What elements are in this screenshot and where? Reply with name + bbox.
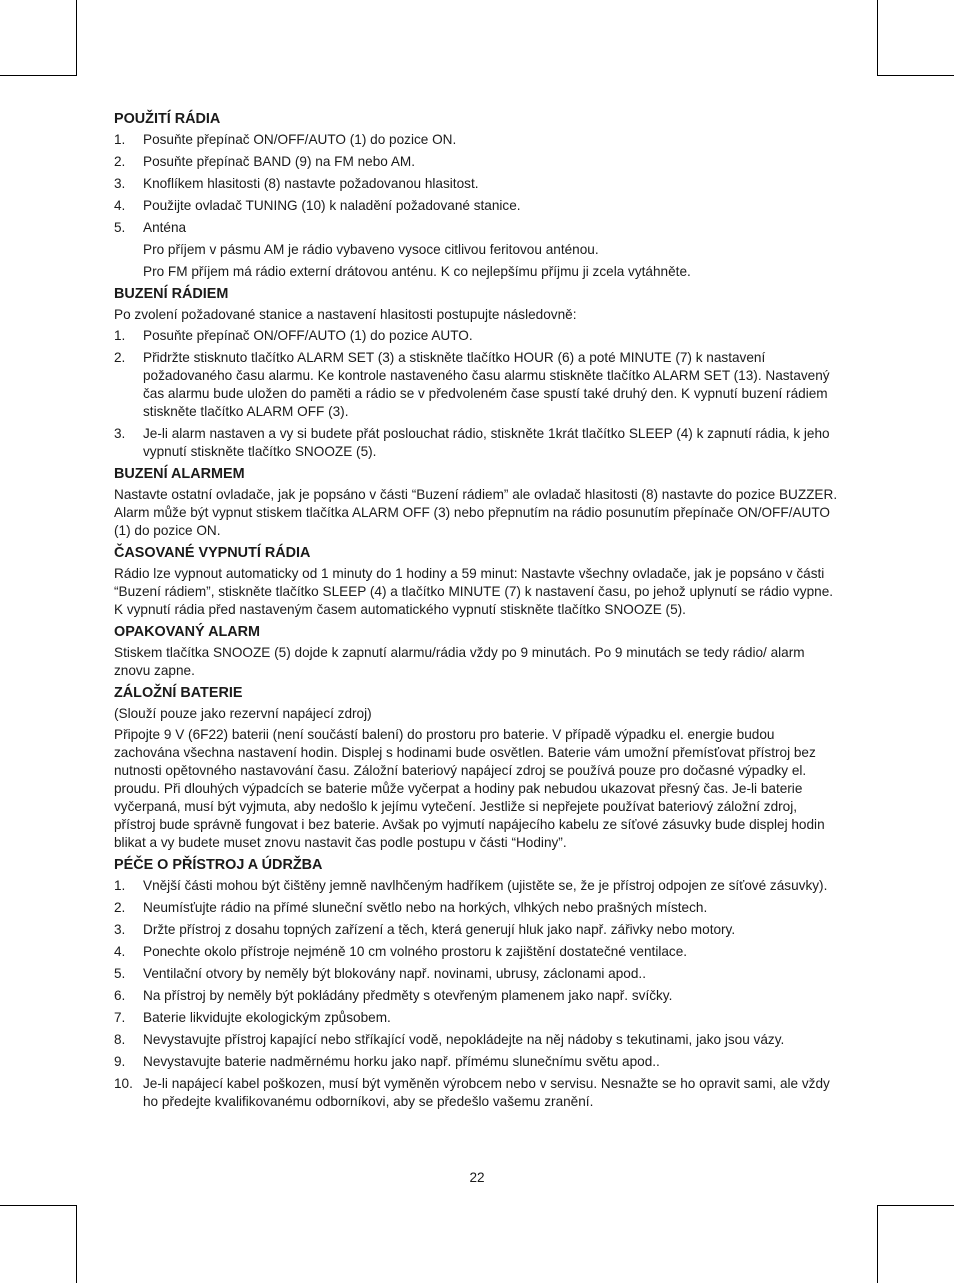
section-intro: Po zvolení požadované stanice a nastavení hlasitosti postupujte následovně:	[114, 307, 577, 322]
crop-mark	[76, 1205, 77, 1283]
item-number: 9.	[114, 1054, 126, 1069]
section-heading: ZÁLOŽNÍ BATERIE	[114, 685, 243, 701]
list-item	[114, 153, 838, 171]
list-item	[114, 943, 838, 961]
item-text: Anténa	[143, 220, 187, 235]
section-heading: BUZENÍ ALARMEM	[114, 466, 245, 482]
list-item	[114, 921, 838, 939]
crop-mark	[0, 75, 77, 76]
list-item	[114, 899, 838, 917]
item-text: Je-li alarm nastaven a vy si budete přát poslouchat rádio, stiskněte 1krát tlačítko SLEEP (4) k zapnutí rádia, k jeho vypnutí stiskněte tlačítko SNOOZE (5).	[143, 426, 830, 459]
list-item	[114, 877, 838, 895]
item-text: Neumísťujte rádio na přímé sluneční světlo nebo na horkých, vlhkých nebo prašných místech.	[143, 900, 708, 915]
crop-mark	[877, 75, 954, 76]
item-text: Použijte ovladač TUNING (10) k naladění požadované stanice.	[143, 198, 521, 213]
item-number: 3.	[114, 176, 126, 191]
page-number: 22	[469, 1170, 485, 1185]
item-text: Držte přístroj z dosahu topných zařízení a těch, která generují hluk jako např. zářivky nebo motory.	[143, 922, 736, 937]
item-text: Vnější části mohou být čištěny jemně navlhčeným hadříkem (ujistěte se, že je přístroj odpojen ze síťové zásuvky).	[143, 878, 828, 893]
section-radio-alarm	[114, 285, 838, 461]
item-text: Přidržte stisknuto tlačítko ALARM SET (3) a stiskněte tlačítko HOUR (6) a poté MINUTE (7) k nastavení požadovaného času alarmu. Ke kontrole nastaveného času alarmu stiskněte tlačítko ALARM SET (13). Nastavený čas alarmu bude uložen do paměti a rádio se v předvoleném čase spustí také druhý den. K vypnutí buzení rádiem stiskněte tlačítko ALARM OFF (3).	[143, 350, 830, 419]
item-number: 6.	[114, 988, 126, 1003]
item-number: 2.	[114, 900, 126, 915]
list-item	[114, 349, 838, 421]
list-item	[114, 175, 838, 193]
section-heading: POUŽITÍ RÁDIA	[114, 111, 221, 127]
list-item	[114, 219, 838, 237]
item-number: 1.	[114, 878, 126, 893]
item-text: Na přístroj by neměly být pokládány předměty s otevřeným plamenem jako např. svíčky.	[143, 988, 673, 1003]
item-text: Je-li napájecí kabel poškozen, musí být vyměněn výrobcem nebo v servisu. Nesnažte se ho opravit sami, ale vždy ho předejte kvalifikovanému odborníkovi, aby se předešlo vašemu zranění.	[143, 1076, 830, 1109]
item-text: Nevystavujte přístroj kapající nebo stříkající vodě, nepokládejte na něj nádoby s tekutinami, jako jsou vázy.	[143, 1032, 785, 1047]
section-heading: ČASOVANÉ VYPNUTÍ RÁDIA	[114, 545, 311, 561]
crop-mark	[877, 1205, 878, 1283]
section-paragraph: Stiskem tlačítka SNOOZE (5) dojde k zapnutí alarmu/rádia vždy po 9 minutách. Po 9 minutách se tedy rádio/ alarm znovu zapne.	[114, 645, 805, 678]
list-item	[114, 1053, 838, 1071]
item-text: Posuňte přepínač BAND (9) na FM nebo AM.	[143, 154, 416, 169]
section-care-maintenance	[114, 856, 838, 1111]
section-paragraph: Rádio lze vypnout automaticky od 1 minuty do 1 hodiny a 59 minut: Nastavte všechny ovladače, jak je popsáno v části “Buzení rádiem”, stiskněte tlačítko SLEEP (4) a tlačítko MINUTE (7) k nastavení času, po jehož uplynutí se rádio vypne. K vypnutí rádia před nastaveným časem automatického vypnutí stiskněte tlačítko SNOOZE (5).	[114, 566, 834, 617]
item-text: Posuňte přepínač ON/OFF/AUTO (1) do pozice AUTO.	[143, 328, 473, 343]
list-item	[114, 197, 838, 215]
section-sleep-timer	[114, 544, 838, 619]
item-text: Ponechte okolo přístroje nejméně 10 cm volného prostoru k zajištění dostatečné ventilace.	[143, 944, 688, 959]
crop-mark	[877, 1205, 954, 1206]
item-text: Baterie likvidujte ekologickým způsobem.	[143, 1010, 391, 1025]
crop-mark	[76, 0, 77, 76]
item-number: 3.	[114, 426, 126, 441]
list-item	[114, 965, 838, 983]
item-text: Knoflíkem hlasitosti (8) nastavte požadovanou hlasitost.	[143, 176, 479, 191]
item-text: Nevystavujte baterie nadměrnému horku jako např. přímému slunečnímu světu apod..	[143, 1054, 660, 1069]
antenna-note: Pro příjem v pásmu AM je rádio vybaveno vysoce citlivou feritovou anténou.	[143, 242, 599, 257]
crop-mark	[0, 1205, 77, 1206]
antenna-note: Pro FM příjem má rádio externí drátovou anténu. K co nejlepšímu příjmu ji zcela vytáhněte.	[143, 264, 691, 279]
list-item	[114, 1075, 838, 1111]
section-heading: BUZENÍ RÁDIEM	[114, 286, 229, 302]
list-item	[114, 425, 838, 461]
section-snooze	[114, 623, 838, 680]
list-item	[114, 327, 838, 345]
section-backup-battery	[114, 684, 838, 852]
section-paragraph: Připojte 9 V (6F22) baterii (není součástí balení) do prostoru pro baterie. V případě výpadku el. energie budou zachována všechna nastavení hodin. Displej s hodinami bude osvětlen. Baterie vám umožní přemísťovat přístroj bez nutnosti opětovného nastavování času. Záložní bateriový napájecí zdroj se používá pouze pro dočasné výpadky el. proudu. Při dlouhých výpadcích se baterie může vyčerpat a hodiny pak nebudou ukazovat přesný čas. Je-li baterie vyčerpaná, musí být vyjmuta, aby nedošlo k jejímu vytečení. Jestliže si nepřejete používat bateriový záložní zdroj, přístroj bude správně fungovat i bez baterie. Avšak po vyjmutí napájecího kabelu ze síťové zásuvky bude displej hodin blikat a vy budete muset znovu nastavit čas podle postupu v části “Hodiny”.	[114, 727, 825, 850]
item-number: 4.	[114, 198, 126, 213]
item-number: 5.	[114, 220, 126, 235]
item-number: 10.	[114, 1076, 133, 1091]
section-buzzer-alarm	[114, 465, 838, 540]
section-paragraph: (Slouží pouze jako rezervní napájecí zdroj)	[114, 706, 372, 721]
item-number: 2.	[114, 154, 126, 169]
list-item	[114, 987, 838, 1005]
item-number: 7.	[114, 1010, 126, 1025]
item-number: 1.	[114, 328, 126, 343]
item-number: 5.	[114, 966, 126, 981]
section-paragraph: Nastavte ostatní ovladače, jak je popsáno v části “Buzení rádiem” ale ovladač hlasitosti (8) nastavte do pozice BUZZER. Alarm může být vypnut stiskem tlačítka ALARM OFF (3) nebo přepnutím na rádio posunutím přepínače ON/OFF/AUTO (1) do pozice ON.	[114, 487, 838, 538]
item-text: Posuňte přepínač ON/OFF/AUTO (1) do pozice ON.	[143, 132, 457, 147]
list-item	[114, 131, 838, 149]
item-number: 8.	[114, 1032, 126, 1047]
section-heading: PÉČE O PŘÍSTROJ A ÚDRŽBA	[114, 857, 323, 873]
crop-mark	[877, 0, 878, 76]
item-number: 1.	[114, 132, 126, 147]
item-number: 2.	[114, 350, 126, 365]
item-text: Ventilační otvory by neměly být blokovány např. novinami, ubrusy, záclonami apod..	[143, 966, 646, 981]
section-heading: OPAKOVANÝ ALARM	[114, 624, 261, 640]
section-radio-use	[114, 110, 838, 281]
item-number: 4.	[114, 944, 126, 959]
item-number: 3.	[114, 922, 126, 937]
document-body	[114, 110, 838, 1115]
list-item	[114, 1031, 838, 1049]
list-item	[114, 1009, 838, 1027]
